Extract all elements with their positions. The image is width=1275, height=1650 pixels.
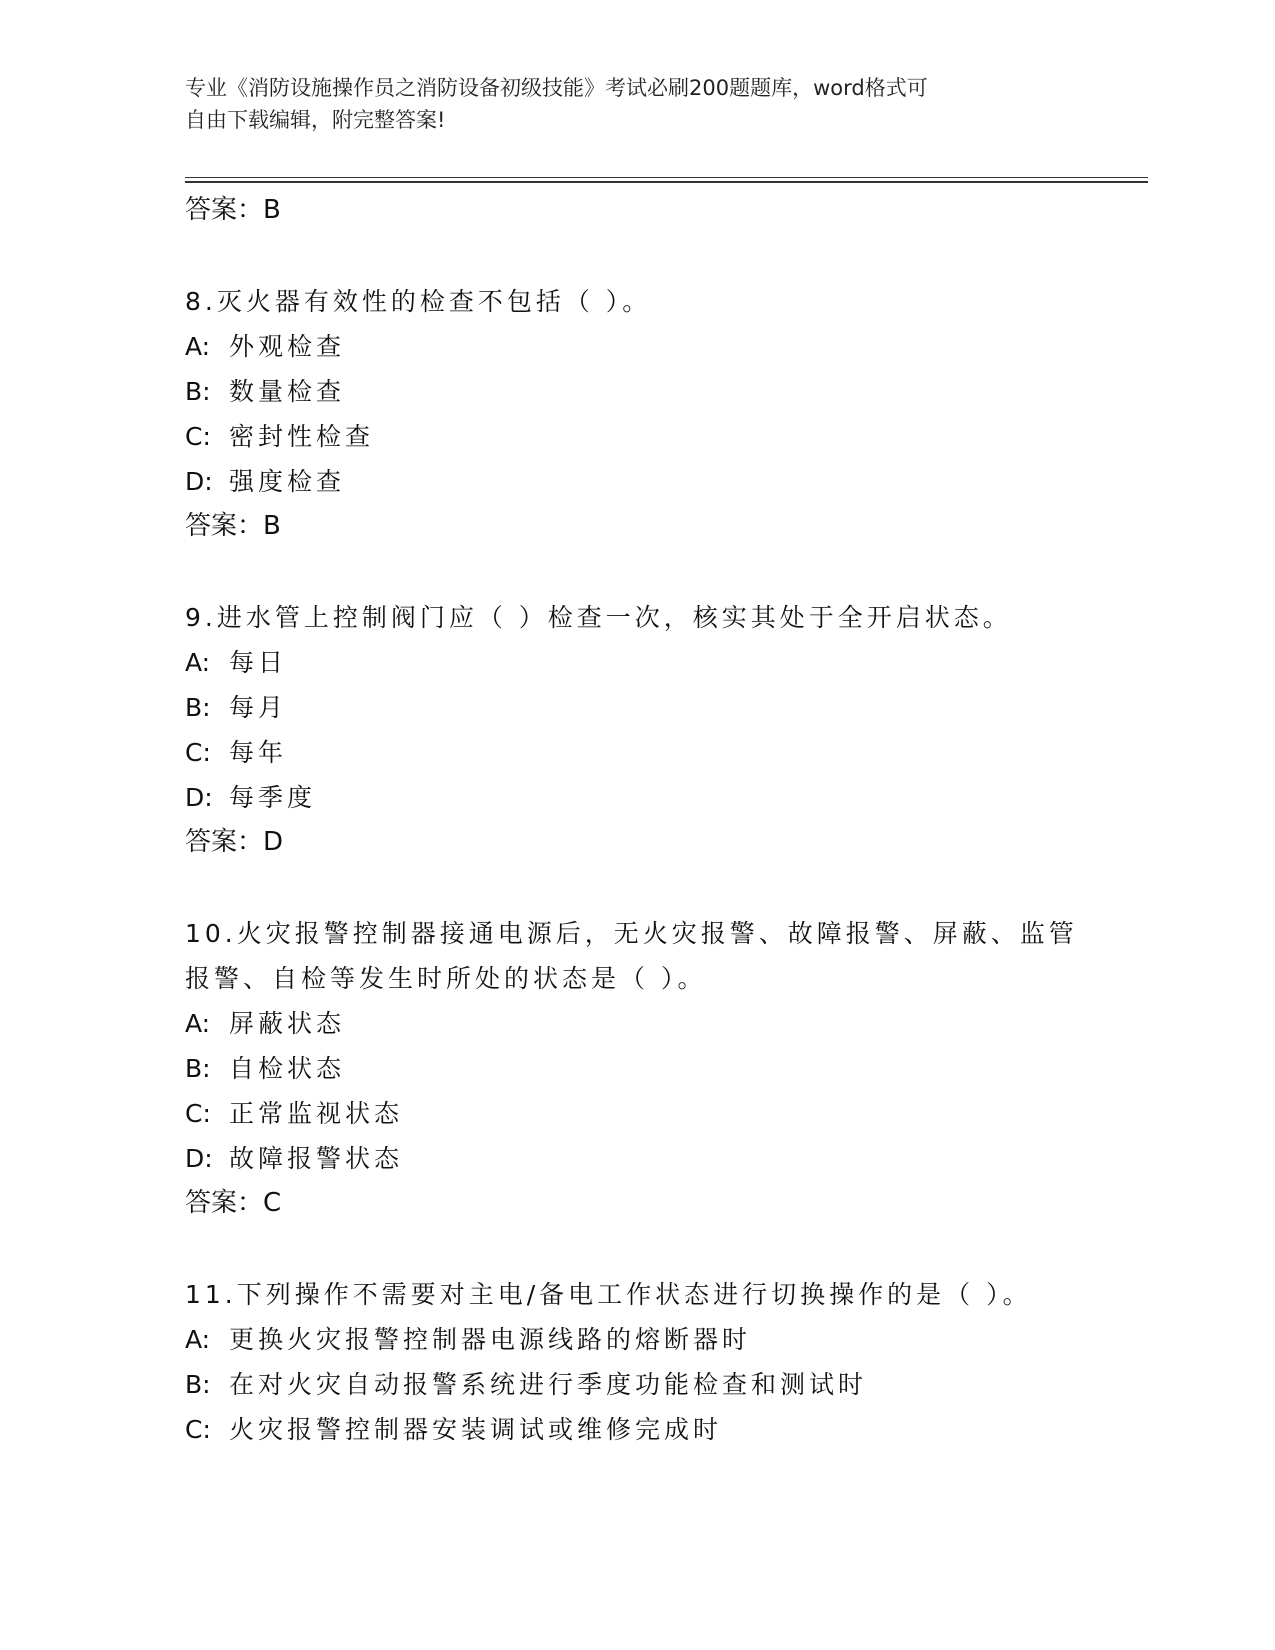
- option-text: 更换火灾报警控制器电源线路的熔断器时: [229, 1325, 752, 1354]
- option-key: C:: [185, 422, 211, 451]
- option-key: B:: [185, 377, 211, 406]
- option-text: 正常监视状态: [229, 1099, 404, 1128]
- answer-line: 答案：B: [185, 195, 281, 225]
- answer-line: 答案：B: [185, 511, 281, 541]
- option-row: [185, 730, 1085, 775]
- question-stem: 10.火灾报警控制器接通电源后，无火灾报警、故障报警、屏蔽、监管报警、自检等发生时所处的状态是（ ）。: [185, 919, 1078, 993]
- option-text: 屏蔽状态: [229, 1009, 346, 1038]
- header-divider: [185, 177, 1148, 178]
- option-key: B:: [185, 1370, 211, 1399]
- option-row: [185, 1407, 1085, 1452]
- document-body: [185, 188, 1085, 1452]
- option-key: C:: [185, 738, 211, 767]
- option-row: [185, 459, 1085, 504]
- option-text: 外观检查: [229, 332, 346, 361]
- option-key: A:: [185, 1009, 211, 1038]
- option-text: 每月: [229, 693, 288, 722]
- option-text: 在对火灾自动报警系统进行季度功能检查和测试时: [229, 1370, 868, 1399]
- question-stem: 9.进水管上控制阀门应（ ）检查一次，核实其处于全开启状态。: [185, 603, 1012, 632]
- answer-line: 答案：C: [185, 1188, 282, 1218]
- option-key: A:: [185, 648, 211, 677]
- question-block: [185, 911, 1085, 1225]
- option-text: 火灾报警控制器安装调试或维修完成时: [229, 1415, 723, 1444]
- option-text: 强度检查: [229, 467, 346, 496]
- option-key: D:: [185, 467, 213, 496]
- option-row: [185, 414, 1085, 459]
- option-text: 每季度: [229, 783, 317, 812]
- option-key: C:: [185, 1099, 211, 1128]
- option-key: B:: [185, 693, 211, 722]
- option-row: [185, 1091, 1085, 1136]
- option-key: A:: [185, 1325, 211, 1354]
- option-row: [185, 1317, 1085, 1362]
- document-header: [185, 72, 1065, 136]
- question-list: [185, 279, 1085, 1452]
- header-divider-thick: [185, 181, 1148, 183]
- option-row: [185, 1136, 1085, 1181]
- question-block: [185, 1272, 1085, 1452]
- header-line-1: 专业《消防设施操作员之消防设备初级技能》考试必刷200题题库，word格式可: [185, 76, 928, 100]
- option-key: B:: [185, 1054, 211, 1083]
- option-row: [185, 1362, 1085, 1407]
- option-key: D:: [185, 783, 213, 812]
- option-text: 故障报警状态: [229, 1144, 404, 1173]
- option-row: [185, 685, 1085, 730]
- option-text: 数量检查: [229, 377, 346, 406]
- option-key: D:: [185, 1144, 213, 1173]
- option-key: A:: [185, 332, 211, 361]
- question-stem: 8.灭火器有效性的检查不包括（ ）。: [185, 287, 652, 316]
- option-row: [185, 640, 1085, 685]
- option-text: 密封性检查: [229, 422, 375, 451]
- question-block: [185, 279, 1085, 548]
- question-block: [185, 595, 1085, 864]
- question-stem: 11.下列操作不需要对主电/备电工作状态进行切换操作的是（ ）。: [185, 1280, 1032, 1309]
- option-key: C:: [185, 1415, 211, 1444]
- option-row: [185, 775, 1085, 820]
- answer-line: 答案：D: [185, 827, 284, 857]
- option-text: 每日: [229, 648, 288, 677]
- option-row: [185, 369, 1085, 414]
- option-text: 每年: [229, 738, 288, 767]
- option-text: 自检状态: [229, 1054, 346, 1083]
- option-row: [185, 1046, 1085, 1091]
- option-row: [185, 324, 1085, 369]
- header-line-2: 自由下载编辑，附完整答案!: [185, 108, 446, 132]
- option-row: [185, 1001, 1085, 1046]
